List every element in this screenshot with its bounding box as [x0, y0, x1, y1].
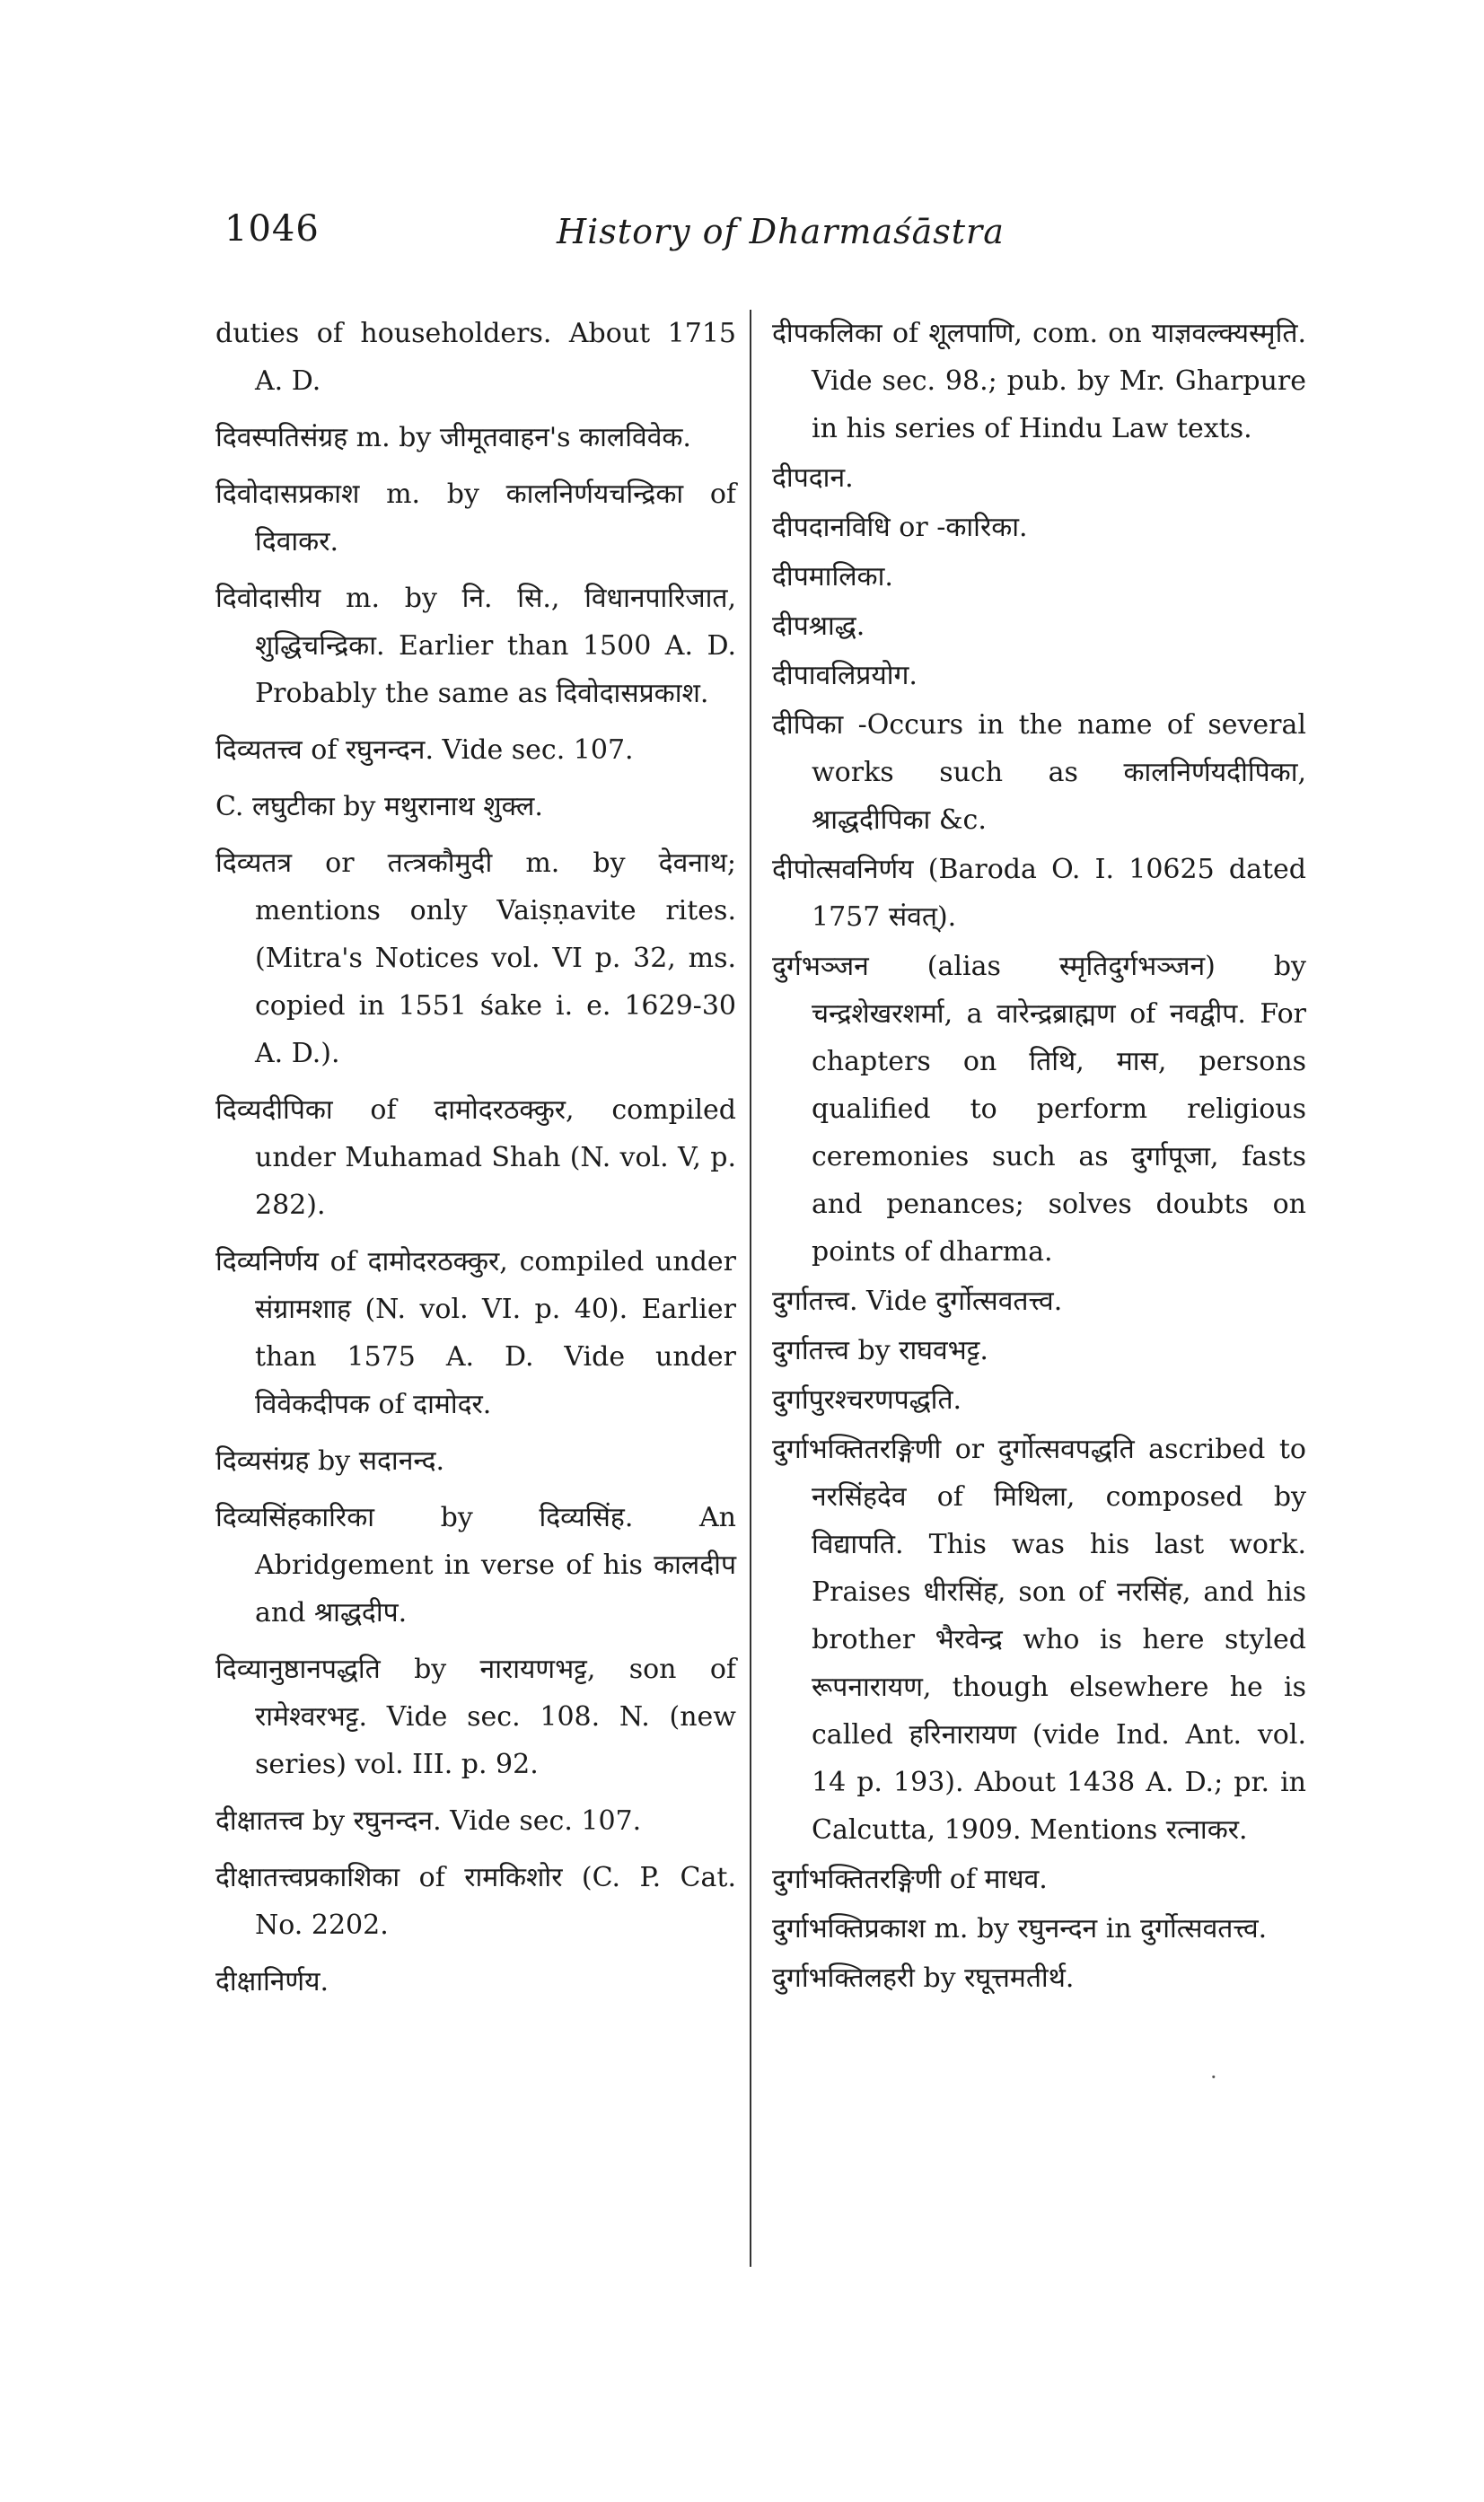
print-speck: ·	[1210, 2065, 1217, 2090]
right-entry-12: दुर्गापुरश्चरणपद्धति.	[772, 1384, 962, 1416]
left-entry-02: दिवस्पतिसंग्रह m. by जीमूतवाहन's कालविवेक.	[215, 422, 691, 453]
running-title: History of Dharmaśāstra	[557, 212, 1005, 251]
left-entry-08: दिव्यदीपिका of दामोदरठक्कुर, compiled under Muhamad Shah (N. vol. V, p. 282).	[215, 1094, 736, 1221]
right-entry-10: दुर्गातत्त्व. Vide दुर्गोत्सवतत्त्व.	[772, 1286, 1063, 1317]
page-number: 1046	[224, 208, 320, 250]
left-entry-15: दीक्षानिर्णय.	[215, 1966, 329, 1997]
left-entry-10: दिव्यसंग्रह by सदानन्द.	[215, 1445, 445, 1477]
right-entry-03: दीपदानविधि or -कारिका.	[772, 512, 1028, 543]
left-entry-04: दिवोदासीय m. by नि. सि., विधानपारिजात, शुद्धिचन्द्रिका. Earlier than 1500 A. D. Probably the same as दिवोदासप्रकाश.	[215, 583, 736, 709]
column-divider	[750, 310, 751, 2267]
right-entry-07: दीपिका -Occurs in the name of several works such as कालनिर्णयदीपिका, श्राद्धदीपिका &c.	[772, 709, 1306, 836]
left-entry-03: दिवोदासप्रकाश m. by कालनिर्णयचन्द्रिका of दिवाकर.	[215, 478, 736, 557]
right-entry-05: दीपश्राद्ध.	[772, 610, 865, 642]
right-entry-06: दीपावलिप्रयोग.	[772, 660, 918, 691]
left-entry-11: दिव्यसिंहकारिका by दिव्यसिंह. An Abridgement in verse of his कालदीप and श्राद्धदीप.	[215, 1502, 736, 1628]
right-entry-13: दुर्गाभक्तितरङ्गिणी or दुर्गोत्सवपद्धति ascribed to नरसिंहदेव of मिथिला, composed by विद्यापति. This was his last work. Praises धीरसिंह, son of नरसिंह, and his brother भैरवेन्द्र who is here styled रूपनारायण, though elsewhere he is called हरिनारायण (vide Ind. Ant. vol. 14 p. 193). About 1438 A. D.; pr. in Calcutta, 1909. Mentions रत्नाकर.	[772, 1434, 1306, 1846]
left-entry-14: दीक्षातत्त्वप्रकाशिका of रामकिशोर (C. P. Cat. No. 2202.	[215, 1862, 736, 1941]
right-entry-08: दीपोत्सवनिर्णय (Baroda O. I. 10625 dated 1757 संवत्).	[772, 854, 1306, 933]
left-entry-12: दिव्यानुष्ठानपद्धति by नारायणभट्ट, son of रामेश्वरभट्ट. Vide sec. 108. N. (new series) vol. III. p. 92.	[215, 1654, 736, 1780]
right-entry-09: दुर्गभञ्जन (alias स्मृतिदुर्गभञ्जन) by चन्द्रशेखरशर्मा, a वारेन्द्रब्राह्मण of नवद्वीप. For chapters on तिथि, मास, persons qualified to perform religious ceremonies such as दुर्गापूजा, fasts and penances; solves doubts on points of dharma.	[772, 951, 1306, 1268]
left-entry-06: C. लघुटीका by मथुरानाथ शुक्ल.	[215, 791, 543, 822]
left-entry-05: दिव्यतत्त्व of रघुनन्दन. Vide sec. 107.	[215, 734, 634, 766]
right-entry-14: दुर्गाभक्तितरङ्गिणी of माधव.	[772, 1864, 1048, 1895]
right-column	[772, 310, 1306, 2004]
left-entry-13: दीक्षातत्त्व by रघुनन्दन. Vide sec. 107.	[215, 1805, 642, 1837]
left-entry-09: दिव्यनिर्णय of दामोदरठक्कुर, compiled under संग्रामशाह (N. vol. VI. p. 40). Earlier than 1575 A. D. Vide under विवेकदीपक of दामोदर.	[215, 1246, 736, 1420]
right-entry-16: दुर्गाभक्तिलहरी by रघूत्तमतीर्थ.	[772, 1962, 1075, 1994]
right-entry-01: दीपकलिका of शूलपाणि, com. on याज्ञवल्क्यस्मृति. Vide sec. 98.; pub. by Mr. Gharpure in his series of Hindu Law texts.	[772, 318, 1306, 444]
right-entry-04: दीपमालिका.	[772, 561, 893, 593]
right-entry-02: दीपदान.	[772, 462, 854, 494]
right-entry-15: दुर्गाभक्तिप्रकाश m. by रघुनन्दन in दुर्गोत्सवतत्त्व.	[772, 1913, 1268, 1945]
right-entry-11: दुर्गातत्त्व by राघवभट्ट.	[772, 1335, 988, 1366]
left-entry-01: duties of householders. About 1715 A. D.	[215, 318, 736, 397]
left-entry-07: दिव्यतत्र or तत्त्रकौमुदी m. by देवनाथ; mentions only Vaiṣṇavite rites. (Mitra's Notices vol. VI p. 32, ms. copied in 1551 śake i. e. 1629-30 A. D.).	[215, 847, 736, 1069]
left-column	[215, 310, 736, 2015]
